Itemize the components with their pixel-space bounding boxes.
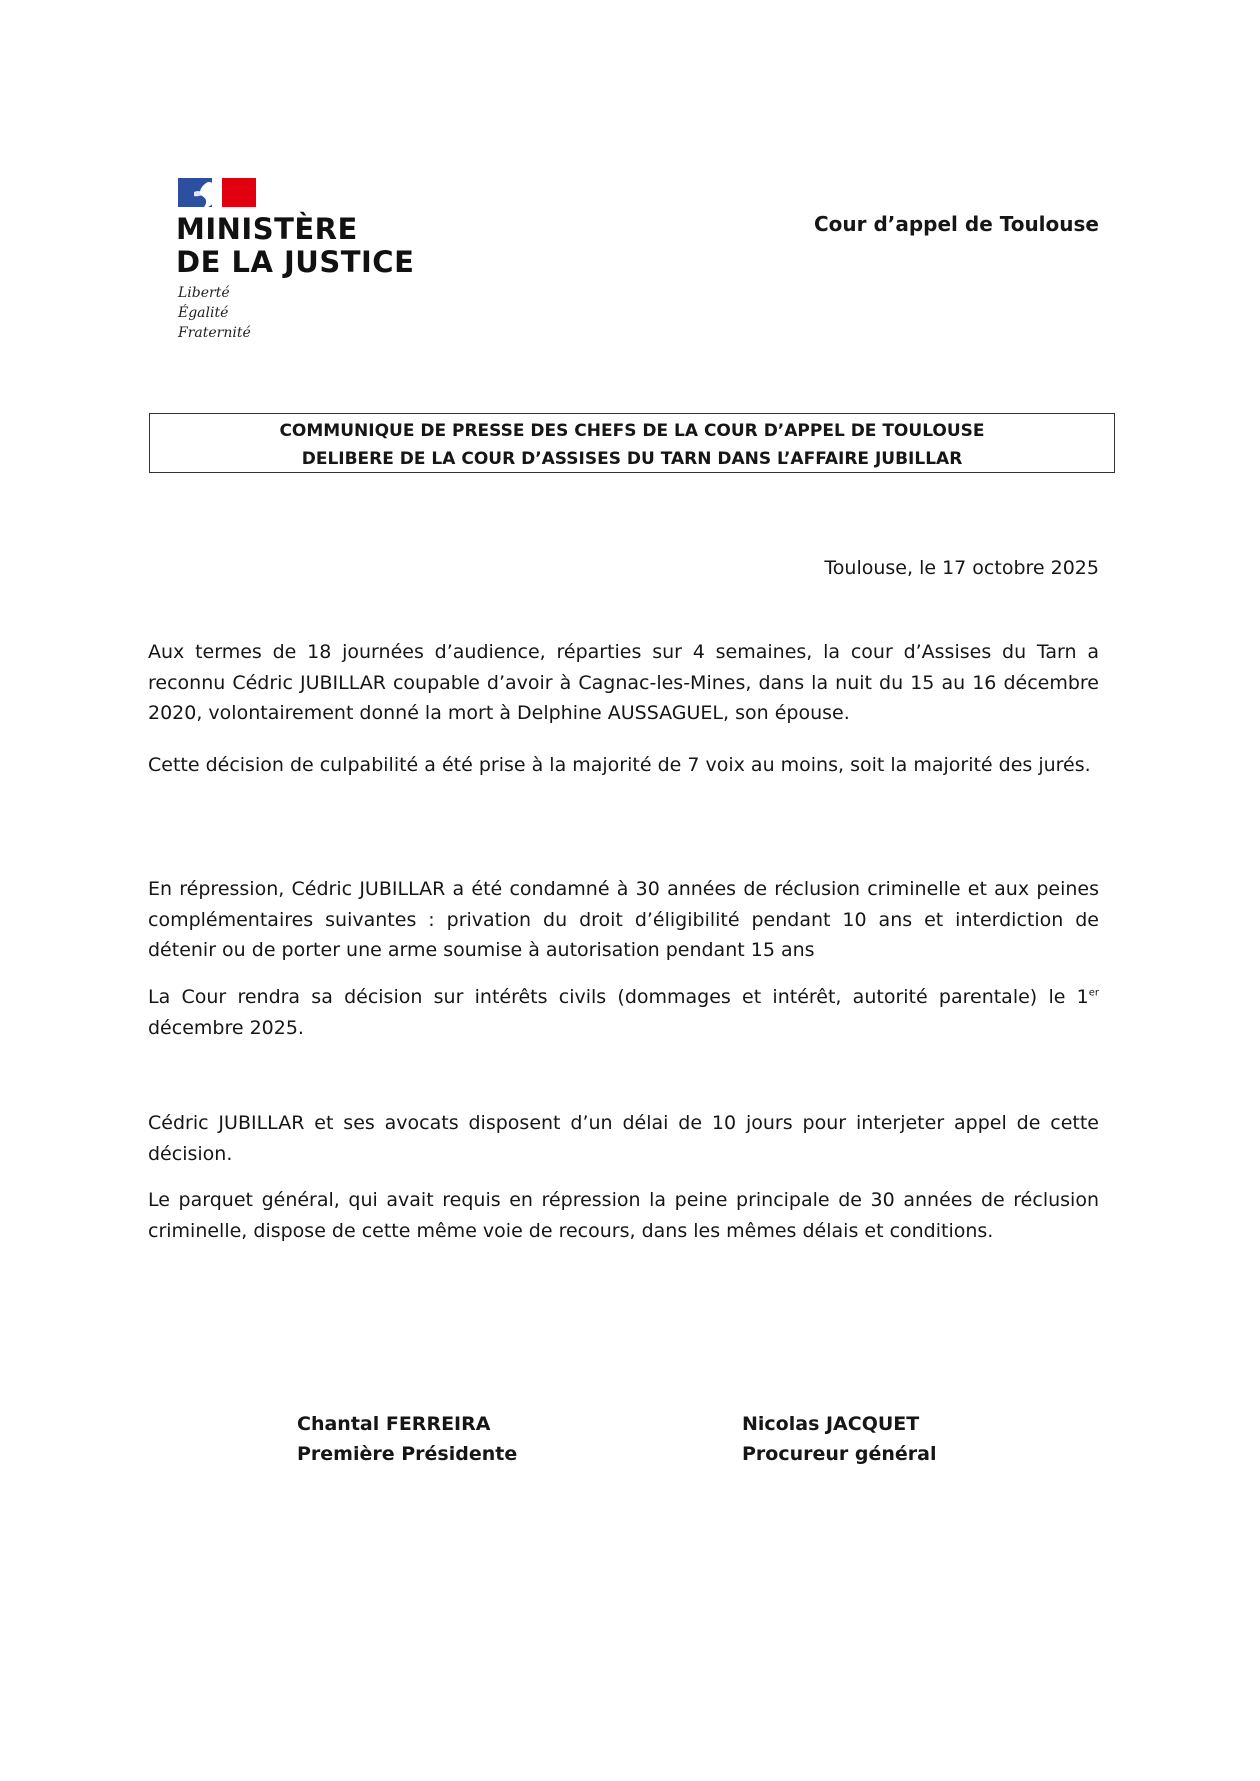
signatory-name: Nicolas JACQUET [742, 1413, 920, 1435]
date-line: Toulouse, le 17 octobre 2025 [824, 557, 1099, 579]
republic-motto [178, 283, 251, 343]
marianne-flag-logo-icon [178, 178, 256, 207]
paragraph-majority: Cette décision de culpabilité a été prise à la majorité de 7 voix au moins, soit la majorité des jurés. [148, 754, 1091, 776]
paragraph-prosecution: Le parquet général, qui avait requis en répression la peine principale de 30 années de réclusion criminelle, dispose de cette même voie de recours, dans les mêmes délais et conditions. [148, 1189, 1099, 1242]
signature-prosecutor [742, 1409, 937, 1469]
ministry-line1: MINISTÈRE [176, 212, 358, 246]
title-line2: DELIBERE DE LA COUR D’ASSISES DU TARN DANS L’AFFAIRE JUBILLAR [301, 449, 963, 469]
signatory-role: Procureur général [742, 1443, 937, 1465]
motto-egalite: Égalité [178, 305, 229, 321]
court-name: Cour d’appel de Toulouse [813, 212, 1099, 236]
ministry-name [176, 213, 414, 279]
civil-interests-text: La Cour rendra sa décision sur intérêts civils (dommages et intérêt, autorité parentale) le 1 [148, 986, 1089, 1008]
signatory-role: Première Présidente [297, 1443, 518, 1465]
signature-first-president [297, 1409, 517, 1469]
ordinal-suffix: er [1088, 987, 1099, 999]
press-release-title-box [149, 413, 1115, 473]
paragraph-sentence: En répression, Cédric JUBILLAR a été condamné à 30 années de réclusion criminelle et aux peines complémentaires suivantes : privation du droit d’éligibilité pendant 10 ans et interdiction de détenir ou de porter une arme soumise à autorisation pendant 15 ans [148, 878, 1099, 961]
motto-fraternite: Fraternité [178, 325, 251, 341]
paragraph-verdict: Aux termes de 18 journées d’audience, réparties sur 4 semaines, la cour d’Assises du Tarn a reconnu Cédric JUBILLAR coupable d’avoir à Cagnac-les-Mines, dans la nuit du 15 au 16 décembre 2020, volontairement donné la mort à Delphine AUSSAGUEL, son épouse. [148, 641, 1099, 724]
motto-liberte: Liberté [178, 285, 230, 301]
civil-interests-date: décembre 2025. [148, 1016, 304, 1039]
ministry-line2: DE LA JUSTICE [176, 245, 415, 279]
title-line1: COMMUNIQUE DE PRESSE DES CHEFS DE LA COUR D’APPEL DE TOULOUSE [279, 421, 985, 441]
paragraph-appeal-delay: Cédric JUBILLAR et ses avocats disposent d’un délai de 10 jours pour interjeter appel de cette décision. [148, 1112, 1099, 1165]
paragraph-civil-interests [148, 982, 1099, 1043]
signatory-name: Chantal FERREIRA [297, 1413, 491, 1435]
